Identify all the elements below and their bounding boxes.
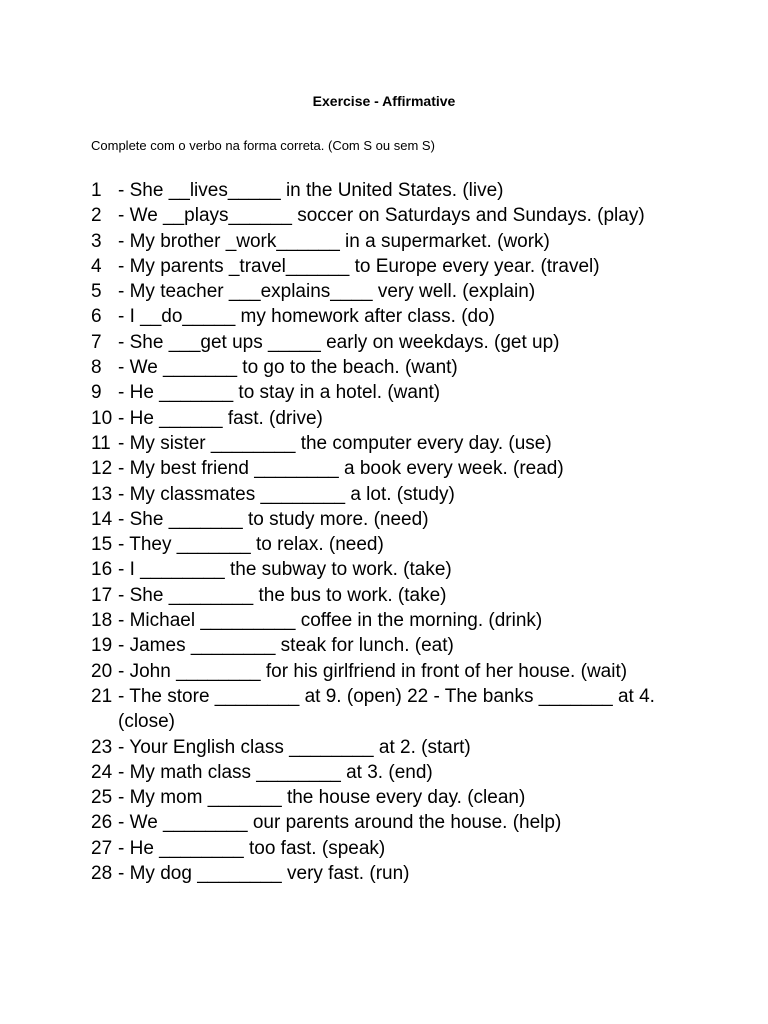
exercise-sentence: - We _______ to go to the beach. (want) — [118, 357, 458, 379]
exercise-item — [91, 355, 731, 380]
exercise-sentence: - I ________ the subway to work. (take) — [118, 559, 452, 581]
exercise-item — [91, 836, 731, 861]
exercise-sentence: - She _______ to study more. (need) — [118, 508, 429, 530]
exercise-item — [91, 633, 731, 658]
exercise-number: 1 — [91, 180, 102, 201]
exercise-item — [91, 254, 731, 279]
exercise-sentence: - My parents _travel______ to Europe every year. (travel) — [118, 255, 600, 277]
instructions-text: Complete com o verbo na forma correta. (Com S ou sem S) — [91, 138, 435, 153]
exercise-sentence: - My sister ________ the computer every day. (use) — [118, 432, 552, 454]
exercise-sentence: - John ________ for his girlfriend in front of her house. (wait) — [118, 660, 628, 682]
exercise-item — [91, 380, 731, 405]
exercise-item — [91, 178, 731, 203]
exercise-sentence: - He ______ fast. (drive) — [118, 407, 323, 429]
exercise-sentence: - My mom _______ the house every day. (clean) — [118, 787, 526, 809]
exercise-item — [91, 785, 731, 810]
exercise-sentence: - My best friend ________ a book every week. (read) — [118, 458, 564, 480]
exercise-item — [91, 507, 731, 532]
exercise-item — [91, 482, 731, 507]
page-title: Exercise - Affirmative — [312, 93, 456, 109]
exercise-number: 7 — [91, 331, 102, 353]
exercise-list — [91, 178, 731, 886]
exercise-number: 23 — [91, 736, 113, 758]
exercise-number: 11 — [91, 432, 111, 454]
exercise-sentence: - They _______ to relax. (need) — [118, 534, 384, 556]
exercise-item — [91, 684, 731, 735]
exercise-item — [91, 608, 731, 633]
exercise-sentence: - She ________ the bus to work. (take) — [118, 584, 447, 606]
exercise-item — [91, 431, 731, 456]
exercise-item — [91, 760, 731, 785]
exercise-number: 17 — [91, 584, 113, 606]
exercise-sentence: - My classmates ________ a lot. (study) — [118, 483, 455, 505]
exercise-sentence: - My math class ________ at 3. (end) — [118, 761, 433, 783]
exercise-sentence: - My teacher ___explains____ very well. (explain) — [118, 281, 536, 303]
exercise-item — [91, 456, 731, 481]
exercise-number: 18 — [91, 610, 113, 632]
exercise-number: 27 — [91, 837, 113, 859]
exercise-item — [91, 229, 731, 254]
exercise-sentence: - She ___get ups _____ early on weekdays. (get up) — [118, 331, 560, 353]
exercise-item — [91, 583, 731, 608]
exercise-number: 20 — [91, 660, 113, 682]
exercise-sentence: - He _______ to stay in a hotel. (want) — [118, 382, 441, 404]
exercise-item — [91, 735, 731, 760]
exercise-item — [91, 406, 731, 431]
exercise-sentence: - Michael _________ coffee in the morning. (drink) — [118, 610, 543, 632]
exercise-number: 26 — [91, 812, 113, 834]
exercise-number: 4 — [91, 255, 102, 277]
exercise-sentence: - My brother _work______ in a supermarket. (work) — [118, 230, 550, 252]
exercise-sentence: - Your English class ________ at 2. (start) — [118, 736, 471, 758]
exercise-sentence: - He ________ too fast. (speak) — [118, 837, 386, 859]
exercise-sentence: - We __plays______ soccer on Saturdays and Sundays. (play) — [118, 205, 645, 227]
exercise-number: 16 — [91, 559, 113, 581]
exercise-item — [91, 532, 731, 557]
exercise-number: 2 — [91, 205, 102, 227]
exercise-sentence: - My dog ________ very fast. (run) — [118, 863, 410, 885]
exercise-item — [91, 659, 731, 684]
exercise-item — [91, 810, 731, 835]
exercise-number: 28 — [91, 863, 113, 885]
exercise-number: 5 — [91, 281, 102, 303]
exercise-item — [91, 203, 731, 228]
exercise-number: 14 — [91, 508, 113, 530]
exercise-number: 12 — [91, 458, 113, 480]
exercise-number: 6 — [91, 306, 102, 328]
exercise-number: 15 — [91, 534, 113, 556]
exercise-number: 9 — [91, 382, 102, 404]
exercise-number: 25 — [91, 787, 113, 809]
exercise-sentence: - I __do_____ my homework after class. (do) — [118, 306, 496, 328]
exercise-item — [91, 330, 731, 355]
exercise-number: 13 — [91, 483, 113, 505]
exercise-item — [91, 304, 731, 329]
exercise-sentence: - She __lives_____ in the United States. (live) — [118, 180, 504, 201]
exercise-item — [91, 861, 731, 886]
exercise-item — [91, 557, 731, 582]
exercise-sentence: - We ________ our parents around the house. (help) — [118, 812, 562, 834]
exercise-sentence: - The store ________ at 9. (open) 22 - The banks _______ at 4. (close) — [118, 685, 655, 733]
exercise-number: 8 — [91, 357, 102, 379]
exercise-number: 10 — [91, 407, 113, 429]
exercise-item — [91, 279, 731, 304]
exercise-number: 3 — [91, 230, 102, 252]
exercise-sentence: - James ________ steak for lunch. (eat) — [118, 635, 454, 657]
exercise-number: 19 — [91, 635, 113, 657]
exercise-number: 21 — [91, 685, 113, 707]
exercise-number: 24 — [91, 761, 113, 783]
